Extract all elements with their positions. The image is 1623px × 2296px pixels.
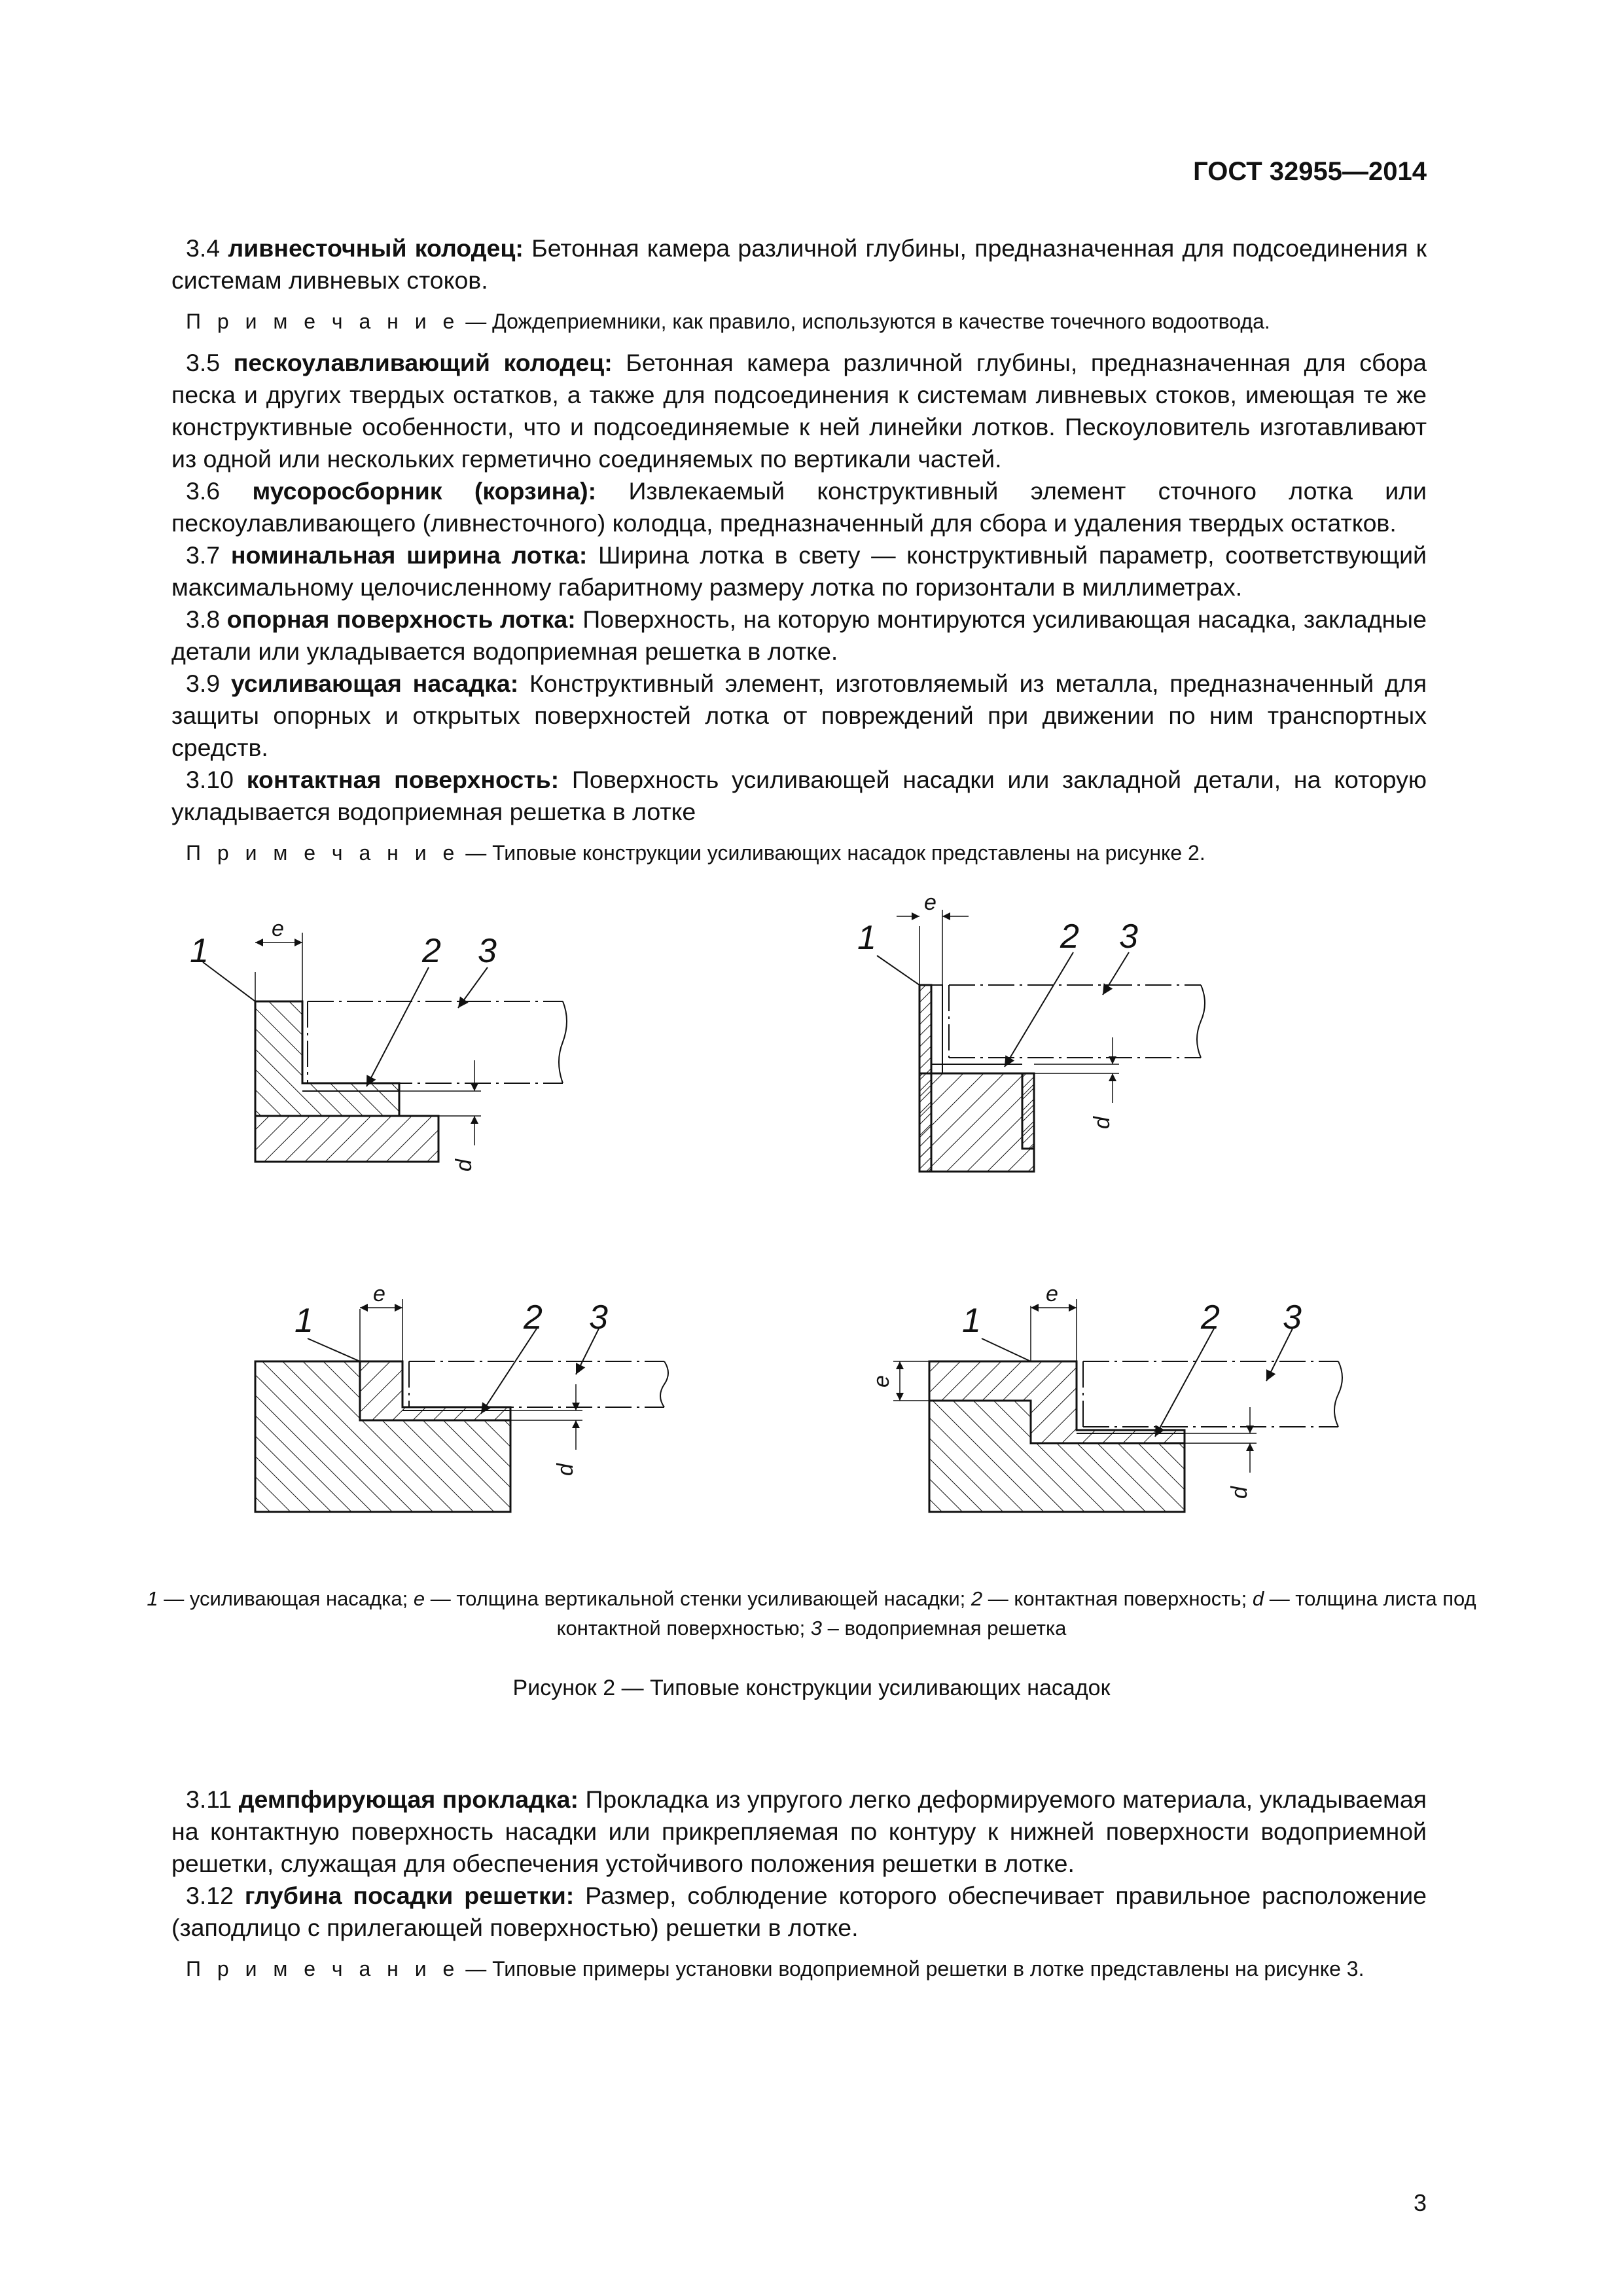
label-d-v4: d	[1227, 1486, 1252, 1499]
page-number: 3	[1413, 2189, 1427, 2216]
section-3-8: 3.8 опорная поверхность лотка: Поверхность, на которую монтируются усиливающая насадка, закладные детали или укладывается водоприемная решетка в лотке.	[171, 605, 1427, 665]
section-3-7: 3.7 номинальная ширина лотка: Ширина лотка в свету — конструктивный параметр, соответствующий максимальному целочисленному габаритному размеру лотка по горизонтали в миллиметрах.	[171, 541, 1427, 601]
section-3-5: 3.5 пескоулавливающий колодец: Бетонная камера различной глубины, предназначенная для сбора песка и других твердых остатков, а также для подсоединения к системам ливневых стоков, имеющая те же конструктивные особенности, что и подсоединяемые к ней линейки лотков. Пескоуловитель изготавливают из одной или нескольких герметично соединяемых по вертикали частей.	[171, 349, 1427, 473]
figure-2	[0, 884, 1623, 1604]
variant-1	[203, 933, 567, 1162]
label-d-v1: d	[452, 1159, 476, 1172]
text-block-top	[171, 232, 1427, 878]
document-header: ГОСТ 32955—2014	[1193, 157, 1427, 186]
section-3-6: 3.6 мусоросборник (корзина): Извлекаемый конструктивный элемент сточного лотка или пескоулавливающего (ливнесточного) колодца, предназначенный для сбора и удаления твердых остатков.	[171, 477, 1427, 537]
label-1-v4: 1	[962, 1302, 981, 1340]
note-3-10: П р и м е ч а н и е — Типовые конструкции усиливающих насадок представлены на рисунке 2.	[186, 841, 1205, 865]
variant-2	[877, 910, 1205, 1172]
label-e-v2: e	[924, 890, 936, 915]
label-2-v1: 2	[422, 932, 441, 970]
section-3-12: 3.12 глубина посадки решетки: Размер, соблюдение которого обеспечивает правильное расположение (заподлицо с прилегающей поверхностью) решетки в лотке.	[171, 1882, 1427, 1941]
note-3-4: П р и м е ч а н и е — Дождеприемники, как правило, используются в качестве точечного водоотвода.	[186, 310, 1270, 333]
label-d-v2: d	[1090, 1117, 1115, 1129]
section-3-10: 3.10 контактная поверхность: Поверхность усиливающей насадки или закладной детали, на которую укладывается водоприемная решетка в лотке	[171, 766, 1427, 825]
section-3-11: 3.11 демпфирующая прокладка: Прокладка из упругого легко деформируемого материала, укладываемая на контактную поверхность насадки или прикрепляемая по контуру к нижней поверхности водоприемной решетки, служащая для обеспечения устойчивого положения решетки в лотке.	[171, 1785, 1427, 1877]
label-2-v4: 2	[1201, 1299, 1220, 1336]
label-3-v3: 3	[589, 1299, 608, 1336]
label-1-v2: 1	[857, 919, 876, 957]
label-3-v2: 3	[1119, 918, 1138, 956]
label-e-v3: e	[373, 1282, 385, 1306]
note-3-12: П р и м е ч а н и е — Типовые примеры установки водоприемной решетки в лотке представлены на рисунке 3.	[186, 1957, 1364, 1981]
label-2-v3: 2	[524, 1299, 543, 1336]
section-3-4: 3.4 ливнесточный колодец: Бетонная камера различной глубины, предназначенная для подсоединения к системам ливневых стоков.	[171, 234, 1427, 294]
figure-legend: 1 — усиливающая насадка; e — толщина вертикальной стенки усиливающей насадки; 2 — контактная поверхность; d — толщина листа под контактной поверхностью; 3 – водоприемная решетка	[147, 1587, 1476, 1640]
section-3-9: 3.9 усиливающая насадка: Конструктивный элемент, изготовляемый из металла, предназначенный для защиты опорных и открытых поверхностей лотка от повреждений при движении по ним транспортных средств.	[171, 670, 1427, 761]
label-d-v3: d	[553, 1463, 578, 1476]
label-1-v3: 1	[294, 1302, 313, 1340]
label-2-v2: 2	[1060, 918, 1079, 956]
label-e-v1: e	[272, 916, 284, 941]
text-block-bottom	[171, 1784, 1427, 1994]
figure-2-drawing	[0, 884, 1623, 1604]
label-e-side-v4: e	[869, 1375, 894, 1388]
figure-caption: Рисунок 2 — Типовые конструкции усиливающих насадок	[512, 1676, 1111, 1700]
variant-4	[893, 1299, 1342, 1512]
label-1-v1: 1	[190, 932, 209, 970]
label-e-v4: e	[1046, 1282, 1058, 1306]
label-3-v4: 3	[1283, 1299, 1302, 1336]
label-3-v1: 3	[478, 932, 497, 970]
